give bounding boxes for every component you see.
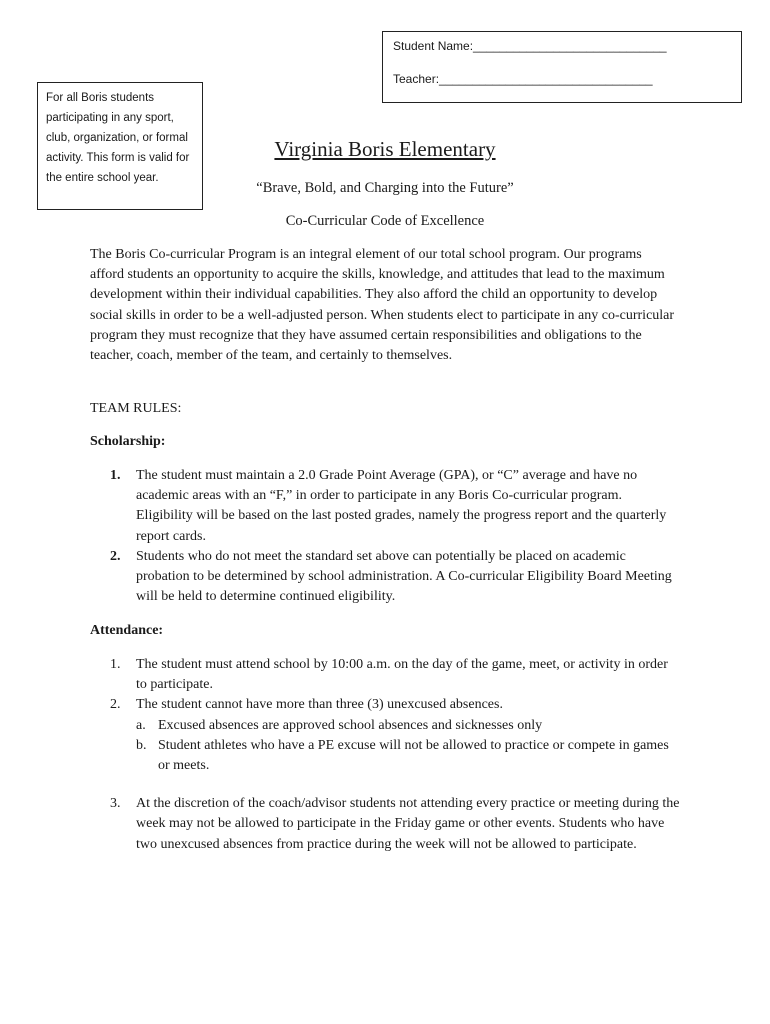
list-number: 2. <box>110 697 121 713</box>
list-number: 1. <box>110 468 121 483</box>
scholarship-list <box>110 466 680 607</box>
list-item <box>110 466 680 547</box>
sub-list-letter: a. <box>136 717 146 733</box>
student-name-field[interactable]: Student Name:_____________________________ <box>393 39 667 53</box>
sub-list-letter: b. <box>136 737 147 753</box>
school-title: Virginia Boris Elementary <box>274 137 496 161</box>
code-title: Co-Curricular Code of Excellence <box>285 213 485 229</box>
sub-list-text: Student athletes who have a PE excuse will not be allowed to practice or compete in games or meets. <box>158 737 669 774</box>
attendance-heading: Attendance: <box>90 623 164 638</box>
scholarship-heading: Scholarship: <box>90 434 166 449</box>
list-number: 2. <box>110 548 121 564</box>
sub-list-text: Excused absences are approved school absences and sicknesses only <box>158 717 543 733</box>
sub-list-item <box>136 716 680 736</box>
intro-paragraph: The Boris Co-curricular Program is an integral element of our total school program. Our programs afford students an opportunity to acquire the skills, knowledge, and attitudes that lead to the maximum development within their individual capabilities. They also afford the child an opportunity to develop social skills in order to be a well-adjusted person. When students elect to participate in any co-curricular program they must recognize that they have assumed certain responsibilities and obligations to the teacher, coach, member of the team, and certainly to themselves. <box>90 247 675 364</box>
list-text: At the discretion of the coach/advisor students not attending every practice or meeting during the week may not be allowed to participate in the Friday game or other events. Students who have two unexcused absences from practice during the week will not be allowed to participate. <box>136 796 680 852</box>
list-text: The student must maintain a 2.0 Grade Point Average (GPA), or “C” average and have no academic areas with an “F,” in order to participate in any Boris Co-curricular program. Eligibility will be based on the last posted grades, namely the progress report and the quarterly report cards. <box>136 468 667 544</box>
list-text: Students who do not meet the standard set above can potentially be placed on academic probation to be determined by school administration. A Co-curricular Eligibility Board Meeting will be held to determine continued eligibility. <box>136 548 672 605</box>
list-item <box>110 655 680 695</box>
list-item <box>110 547 680 608</box>
sub-list-item <box>136 736 680 776</box>
teacher-field[interactable]: Teacher:________________________________ <box>393 72 653 86</box>
list-text: The student must attend school by 10:00 a.m. on the day of the game, meet, or activity in order to participate. <box>136 657 668 693</box>
list-item <box>110 794 680 855</box>
list-number: 3. <box>110 796 121 812</box>
list-number: 1. <box>110 657 121 672</box>
list-item <box>110 695 680 715</box>
attendance-list <box>110 655 680 855</box>
list-text: The student cannot have more than three (3) unexcused absences. <box>136 697 503 713</box>
school-motto: “Brave, Bold, and Charging into the Future” <box>256 180 514 196</box>
student-info-box <box>382 31 742 103</box>
team-rules-heading: TEAM RULES: <box>90 401 182 416</box>
eligibility-notice-box: For all Boris students participating in any sport, club, organization, or formal activity. This form is valid for the entire school year. <box>37 82 203 210</box>
